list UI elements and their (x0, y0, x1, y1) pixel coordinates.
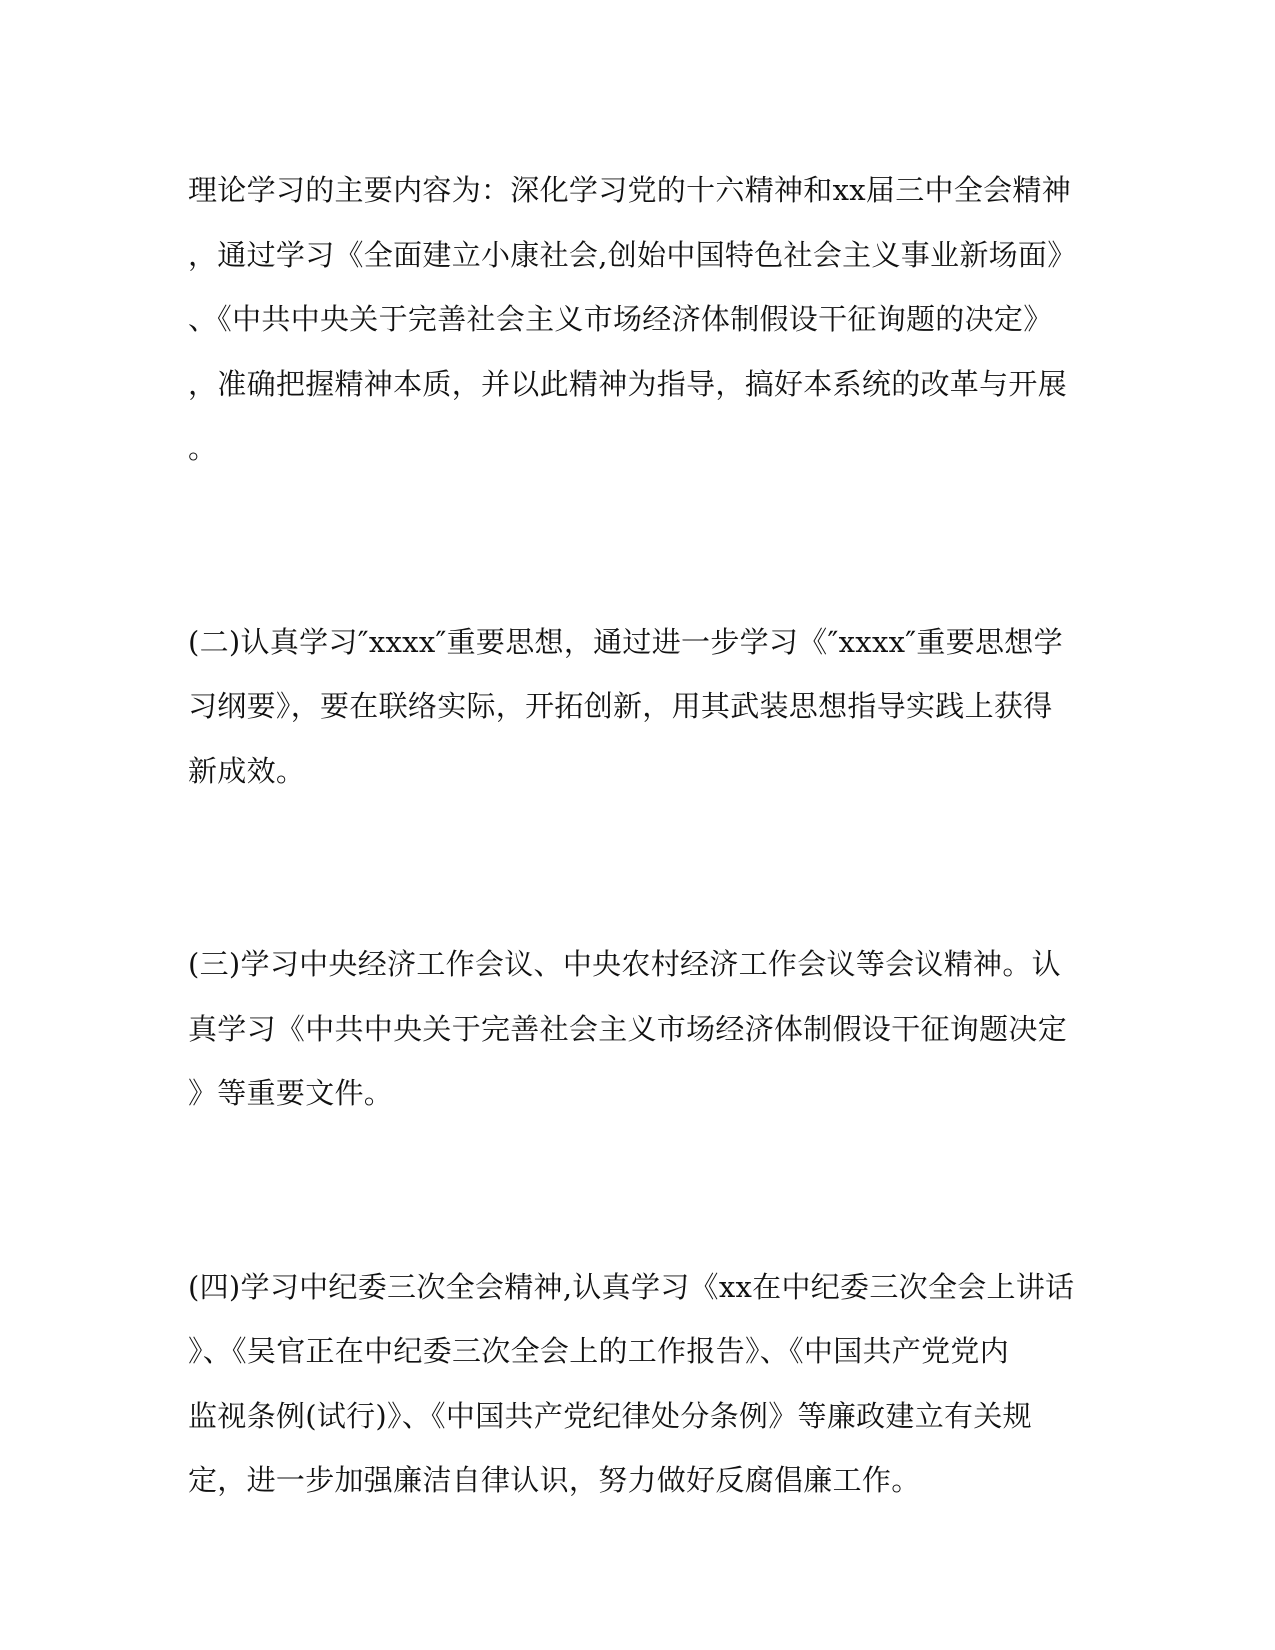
paragraph-line: 》、《吴官正在中纪委三次全会上的工作报告》、《中国共产党党内 (188, 1334, 1010, 1368)
paragraph-line: 定，进一步加强廉洁自律认识，努力做好反腐倡廉工作。 (188, 1463, 921, 1497)
paragraph-spacer (188, 1126, 1088, 1255)
paragraph-line: (二)认真学习″xxxx″重要思想，通过进一步学习《″xxxx″重要思想学 (188, 624, 1063, 659)
paragraph-item-2 (188, 610, 1088, 804)
paragraph-line: 监视条例(试行)》、《中国共产党纪律处分条例》等廉政建立有关规 (188, 1398, 1032, 1433)
paragraph-line: 真学习《中共中央关于完善社会主义市场经济体制假设干征询题决定 (188, 1011, 1068, 1046)
paragraph-line: 习纲要》，要在联络实际，开拓创新，用其武装思想指导实践上获得 (188, 689, 1053, 723)
paragraph-spacer (188, 481, 1088, 610)
paragraph-line: ，准确把握精神本质，并以此精神为指导，搞好本系统的改革与开展 (188, 366, 1068, 401)
paragraph-line: 。 (188, 431, 218, 465)
document-body (188, 158, 1088, 1513)
paragraph-line: (四)学习中纪委三次全会精神,认真学习《xx在中纪委三次全会上讲话 (188, 1269, 1075, 1304)
paragraph-spacer (188, 803, 1088, 932)
paragraph-line: 》等重要文件。 (188, 1076, 394, 1110)
paragraph-line: 理论学习的主要内容为：深化学习党的十六精神和xx届三中全会精神 (188, 173, 1072, 207)
paragraph-line: (三)学习中央经济工作会议、中央农村经济工作会议等会议精神。认 (188, 947, 1061, 981)
paragraph-item-3 (188, 932, 1088, 1126)
paragraph-line: 、《中共中央关于完善社会主义市场经济体制假设干征询题的决定》 (188, 302, 1053, 336)
paragraph-line: 新成效。 (188, 753, 306, 788)
paragraph-theory-study (188, 158, 1088, 481)
paragraph-item-4 (188, 1255, 1088, 1513)
paragraph-line: ，通过学习《全面建立小康社会,创始中国特色社会主义事业新场面》 (188, 237, 1077, 272)
